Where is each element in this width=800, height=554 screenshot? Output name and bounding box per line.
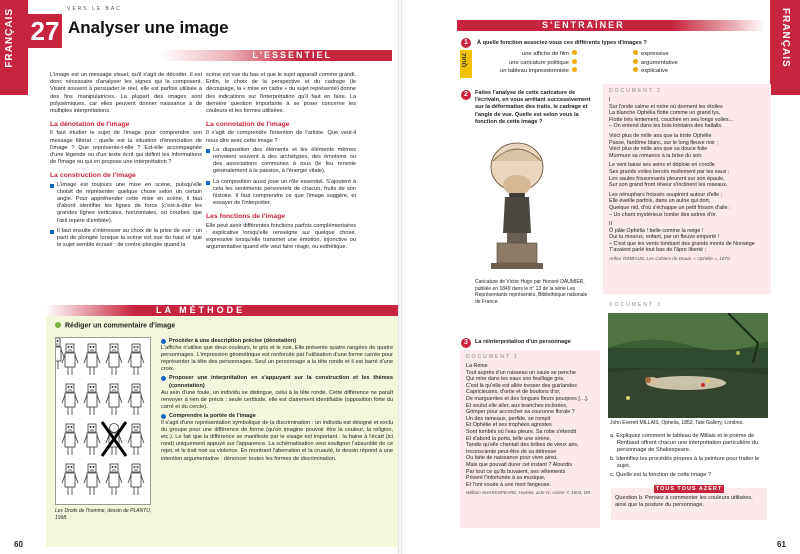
poem-line: Flotte très lentement, couchée en ses longs voiles… <box>609 116 734 123</box>
gutter <box>398 0 402 554</box>
rimbaud-poem <box>609 97 765 254</box>
document-3-label: DOCUMENT 3 <box>609 302 662 308</box>
poem-line: Qui mire dans les eaux son feuillage gris, <box>466 376 565 383</box>
poem-line: I <box>609 97 611 103</box>
connotation-item-1: La disposition des éléments et les éléments mêmes renvoient souvent à des archétypes, des émotions ou des associations communes à tous (le feu renvoie généralement à la passion, à l'énergie vitale). <box>206 147 356 176</box>
step-2-title: Proposer une interprétation en s'appuyant sur la construction et les thèmes (connotation) <box>161 375 393 389</box>
document-1-box <box>460 350 600 528</box>
methode-steps <box>161 336 393 464</box>
match-right-item: argumentative <box>630 59 730 68</box>
question-1-number: 1 <box>461 38 471 48</box>
plantu-drawing <box>55 337 151 505</box>
construction-item-1: L'image est toujours une mise en scène, puisqu'elle choisit de représenter quelque chose selon un certain angle. Pour appréhender cette mise en scène, il faut d'abord identifier les lignes de force (c'est-à-dire les grandes lignes verticales, horizontales, ou courbes que l'œil repère d'emblée). <box>50 182 202 225</box>
document-1-label: DOCUMENT 1 <box>466 354 519 360</box>
hugo-caricature-illustration <box>475 135 565 275</box>
continued-paragraph: scène est vue du bas et que le sujet apparaît comme grandi. Enfin, le choix de la perspective et du cadrage (le découpage, la « mise en cadre » du sujet représenté) donne des indications sur l'interprétation qu'il faut en faire. La dernière question importante à se poser concerne les couleurs et les formes utilisées. <box>206 72 356 115</box>
drawing-caption: Les Droits de l'homme, dessin de PLANTU, 1998. <box>55 508 152 521</box>
step-3-title: Comprendre la portée de l'image <box>161 413 393 420</box>
section-band-essentiel: L'ESSENTIEL <box>160 50 392 61</box>
page-number-left: 60 <box>14 540 23 549</box>
poem-line: Les nénuphars froissés soupirent autour d'elle ; <box>609 191 723 198</box>
caricature-caption: Caricature de Victor Hugo par Honoré DAUMIER, publiée en 1849 dans le n° 13 de la série Les Représentants représentés, Bibliothèque nationale de France. <box>475 279 588 305</box>
poem-line: Capricieuses, d'ortie et de boutons d'or, <box>466 389 561 396</box>
poem-line: C'est là qu'elle est allée tresser des guirlandes <box>466 382 577 389</box>
question-2-number: 2 <box>461 90 471 100</box>
section-band-sentrainer: S'ENTRAÎNER <box>457 20 765 31</box>
match-dot-icon[interactable] <box>572 59 577 64</box>
poem-line: Par tout ce qu'ils buvaient, ses vêtements <box>466 468 566 475</box>
question-a: a. Expliquez comment le tableau de Millais et le poème de Rimbaud offrent chacun une interprétation particulière du personnage de Shakespeare. <box>610 433 759 453</box>
painting-caption: John Everett MILLAIS, Ophelia, 1852, Tate Gallery, Londres. <box>610 420 744 426</box>
poem-line: Grimper pour accrocher sa couronne florale ? <box>466 409 575 416</box>
poem-line: Voici plus de mille ans que sa douce folie <box>609 146 708 153</box>
section-band-methode: LA MÉTHODE <box>46 305 398 316</box>
poem-line: La blanche Ophélia flotte comme un grand lys, <box>609 110 721 117</box>
ophelia-painting <box>608 313 768 418</box>
crowd-figures-illustration <box>56 338 150 504</box>
match-dot-icon[interactable] <box>572 67 577 72</box>
poem-line: Et d'abord la porta, telle une sirène, <box>466 435 551 442</box>
intro-paragraph: L'image est un message visuel, qu'il s'agit de décoder. Il est donc nécessaire d'analyser les signes qui la composent. Visant souvent à persuader le réel, elle est parfois utilisée à des fins manipulatrices. La plupart des images sont polysémiques, car elles peuvent donner naissance à de multiples interprétations. <box>50 72 202 115</box>
match-right-item: explicative <box>630 67 730 76</box>
question-3-number: 3 <box>461 338 471 348</box>
poem-line: Ô pâle Ophélia ! belle comme la neige ! <box>609 227 704 234</box>
document-1-credit: William SHAKESPEARE, Hamlet, acte IV, scène 7, 1603, DR. <box>466 490 592 496</box>
poem-line: Ses grands voiles bercés mollement par les eaux ; <box>609 168 730 175</box>
running-head: VERS LE BAC <box>67 6 122 12</box>
heading-denotation: La dénotation de l'image <box>50 121 130 129</box>
poem-line: La Reine <box>466 363 488 369</box>
quiz-tag: QUIZ <box>460 50 472 78</box>
match-left-item: une affiche de film <box>470 50 580 59</box>
connotation-paragraph: Il s'agit de comprendre l'intention de l'artiste. Que veut-il nous dire avec cette image ? <box>206 130 356 144</box>
poem-line: Privent l'infortunée à sa musique, <box>466 475 546 482</box>
exercise-questions <box>610 433 770 481</box>
methode-subtitle: Rédiger un commentaire d'image <box>55 322 175 330</box>
tip-box <box>611 488 767 520</box>
poem-line: Le vent baise ses seins et déploie en corolle <box>609 162 715 169</box>
document-2-label: DOCUMENT 2 <box>609 88 662 94</box>
page-number-right: 61 <box>777 540 786 549</box>
subject-tab-left: FRANÇAIS <box>0 0 28 95</box>
poem-line: T'avaient parlé tout bas de l'âpre liberté ; <box>609 247 707 254</box>
fonctions-paragraph: Elle peut avoir différentes fonctions parfois complémentaires : explicative lorsqu'elle renseigne sur quelque chose, expressive lorsqu'elle transmet une émotion, injonctive ou argumentative quand elle veut faire réagir, ou esthétique. <box>206 222 356 251</box>
poem-line: – Un chant mystérieux tombe des astres d'or. <box>609 211 717 218</box>
construction-item-2: Il faut ensuite s'intéresser au choix de la prise de vue : un parti de plongée lorsque la scène est vue du haut et que le sujet semble écrasé ; de contre-plongée quand la <box>50 228 202 250</box>
poem-line: Tandis qu'elle chantait des bribes de vieux airs, <box>466 442 579 449</box>
match-right-column <box>630 50 730 76</box>
step-3-text: Il s'agit d'une représentation symbolique de la discrimination : un individu est désigné et exclu du groupe pour une différence de forme (qu'on imagine pouvoir être la couleur, la religion, etc.). Le fait que la différence se manifeste par le visage est important : la haine à l'écart (ici rond) uniquement appuyé sur l'apparence. La schématisation veut souligner l'absurdité de ce rejet, et le trait noir sa violence. En montrant l'aberration et la cruauté, le dessin répond à une intention argumentative : dénoncer toutes les formes de discrimination. <box>161 420 393 462</box>
connotation-item-2: La composition aussi joue un rôle essentiel. S'ajoutent à cela les sentiments personnels de chacun, fruits de son histoire. Il faut comprendre ce que l'image suggère, et essayer de l'interpréter. <box>206 179 356 208</box>
step-2-text: Au sein d'une foule, un individu se distingue, celui à la tête ronde. Cette différence ne paraît renvoyer à rien de précis : seule certitude, elle est clairement identifiable (opposition forte du carré et du cercle). <box>161 389 393 410</box>
poem-line: II <box>609 221 612 228</box>
document-2-box <box>603 84 771 294</box>
question-3-title: La réinterprétation d'un personnage <box>475 339 571 345</box>
denotation-paragraph: Il faut étudier le sujet de l'image pour comprendre son message littéral : quelle est la situation d'énonciation de l'image ? Que représente-t-elle ? Est-elle accompagnée d'une légende ou d'un texte écrit qui définit les informations de l'image ou qui en propose une interprétation ? <box>50 130 202 166</box>
step-1-text: L'affiche n'utilise que deux couleurs, le gris et le noir. Elle présente quatre rangées de quatre personnages. L'impression géométrique est renforcée par l'utilisation d'une forme carrée pour représenter la tête des personnages. Seul un personnage a la tête ronde et il est barré d'une croix. <box>161 345 393 373</box>
poem-line: Oui tu mourus, enfant, par un fleuve emporté ! <box>609 234 720 241</box>
match-left-item: un tableau impressionniste <box>470 67 580 76</box>
poem-line: Les saules frissonnants pleurent sur son épaule, <box>609 175 725 182</box>
question-2-text: Faites l'analyse de cette caricature de l'écrivain, en vous arrêtant successivement sur la déformation des traits, le cadrage et l'angle de vue. Quelle est selon vous la fonction de cette image ? <box>475 90 591 125</box>
poem-line: Sur son grand front rêveur s'inclinent les roseaux. <box>609 182 728 189</box>
heading-construction: La construction de l'image <box>50 172 136 180</box>
match-left-item: une caricature politique <box>470 59 580 68</box>
poem-line: Voici plus de mille ans que la triste Ophélie <box>609 132 712 139</box>
poem-line: Tout auprès d'un ruisseau un saule se penche <box>466 369 576 376</box>
question-b: b. Identifiez les procédés propres à la peinture pour traiter le sujet. <box>610 456 760 469</box>
poem-line: De marguerites et des longues fleurs pourpres […]. <box>466 395 589 402</box>
shakespeare-excerpt <box>466 363 594 488</box>
poem-line: Et l'ont vouée à une mort fangeuse. <box>466 481 551 488</box>
match-right-item: expressive <box>630 50 730 59</box>
poem-line: Sont tombés où l'eau pleure. Sa robe s'étendit <box>466 428 577 435</box>
tip-box-label: TOUS TOUS AZERT <box>655 486 723 492</box>
poem-line: Elle éveille parfois, dans un aulne qui dort, <box>609 198 711 205</box>
poem-line: – C'est que les vents tombant des grands monts de Norwège <box>609 240 755 247</box>
poem-line: Passe, fantôme blanc, sur le long fleuve noir ; <box>609 139 719 146</box>
poem-line: – On entend dans les bois lointains des hallalis. <box>609 123 723 130</box>
match-dot-icon[interactable] <box>633 59 638 64</box>
question-1-text: À quelle fonction associez-vous ces différents types d'images ? <box>477 40 647 46</box>
chapter-number: 27 <box>28 14 62 48</box>
essentiel-column-2 <box>206 72 356 253</box>
chapter-title: Analyser une image <box>68 18 229 37</box>
match-dot-icon[interactable] <box>633 50 638 55</box>
tip-box-text: Question b. Pensez à commenter les couleurs utilisées, ainsi que la posture du personnage. <box>615 495 753 508</box>
poem-line: Murmure sa romance à la brise du soir. <box>609 152 703 159</box>
poem-line: Mais que pouvait durer cet instant ? Alourdis <box>466 461 573 468</box>
match-left-column <box>470 50 580 76</box>
heading-connotation: La connotation de l'image <box>206 121 290 129</box>
poem-line: Quelque nid, d'où s'échappe un petit frisson d'aile : <box>609 204 731 211</box>
subject-tab-right: FRANÇAIS <box>770 0 800 95</box>
step-1-title: Procéder à une description précise (dénotation) <box>161 338 393 345</box>
poem-line: Ou faite de naissance pour vivre ainsi. <box>466 455 558 462</box>
poem-line: Et Ophélie et ses trophées agrestes <box>466 422 552 429</box>
document-2-credit: Arthur RIMBAUD, Les Cahiers de Douai, « Ophélie », 1870. <box>609 256 731 262</box>
match-dot-icon[interactable] <box>572 50 577 55</box>
heading-fonctions: Les fonctions de l'image <box>206 213 286 221</box>
poem-line: Sur l'onde calme et noire où dorment les étoiles <box>609 103 723 110</box>
match-dot-icon[interactable] <box>633 67 638 72</box>
poem-line: Inconsciente peut-être de sa détresse <box>466 448 557 455</box>
poem-line: Et voulut elle aller, aux branches inclinées, <box>466 402 568 409</box>
poem-line: Un des rameaux, perfide, se rompit <box>466 415 551 422</box>
essentiel-column-1 <box>50 72 202 252</box>
question-c: c. Quelle est la fonction de cette image ? <box>610 472 712 478</box>
